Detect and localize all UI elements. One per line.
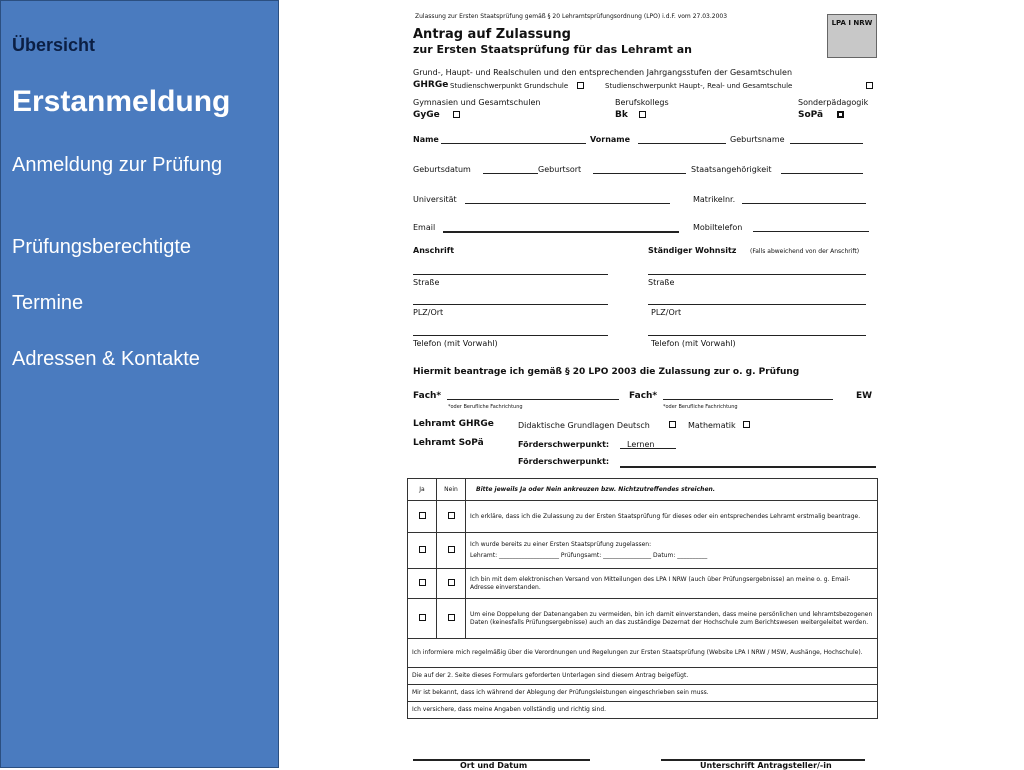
checkbox-sopa[interactable] — [837, 111, 844, 118]
focus-haupt: Studienschwerpunkt Haupt-, Real- und Gesamtschule — [605, 82, 793, 90]
fach-label-1: Fach* — [413, 391, 442, 401]
lehramt-sopa-label: Lehramt SoPä — [413, 438, 484, 448]
form-header-note: Zulassung zur Ersten Staatsprüfung gemäß § 20 Lehramtsprüfungsordnung (LPO) i.d.F. vom 27.03.2003 — [415, 13, 728, 20]
strasse-label-2: Straße — [648, 278, 675, 287]
forder-label-2: Förderschwerpunkt: — [518, 457, 610, 466]
form-title: Antrag auf Zulassung — [413, 27, 571, 42]
staat-line[interactable] — [781, 173, 863, 174]
checkbox-deutsch[interactable] — [669, 421, 676, 428]
universitat-label: Universität — [413, 195, 457, 204]
berufskollegs-label: Berufskollegs — [615, 98, 669, 107]
forder-value-lernen: Lernen — [627, 440, 655, 449]
strasse-line-2[interactable] — [648, 274, 866, 275]
forder-line-1[interactable] — [620, 448, 676, 449]
plz-label-1: PLZ/Ort — [413, 308, 444, 317]
unterschrift-label: Unterschrift Antragsteller/-in — [700, 761, 832, 770]
form-subtitle: zur Ersten Staatsprüfung für das Lehramt an — [413, 43, 692, 56]
school-types: Grund-, Haupt- und Realschulen und den entsprechenden Jahrgangsstufen der Gesamtschulen — [413, 68, 793, 77]
email-label: Email — [413, 223, 436, 232]
table-hint: Bitte jeweils Ja oder Nein ankreuzen bzw. Nichtzutreffendes streichen. — [466, 479, 878, 501]
geburtsname-label: Geburtsname — [730, 135, 785, 144]
fach-line-1[interactable] — [447, 399, 619, 400]
wohnsitz-note: (Falls abweichend von der Anschrift) — [750, 248, 860, 255]
telefon-line-1[interactable] — [413, 335, 608, 336]
plz-line-1[interactable] — [413, 304, 608, 305]
note-4: Ich versichere, dass meine Angaben vollständig und richtig sind. — [408, 702, 878, 719]
lpa-stamp: LPA I NRW — [827, 14, 877, 58]
ghrge-label: GHRGe — [413, 80, 449, 90]
gymnasien-label: Gymnasien und Gesamtschulen — [413, 98, 541, 107]
email-line[interactable] — [443, 231, 679, 233]
fach-label-2: Fach* — [629, 391, 658, 401]
beantrage-text: Hiermit beantrage ich gemäß § 20 LPO 2003 die Zulassung zur o. g. Prüfung — [413, 367, 800, 377]
checkbox-mathematik[interactable] — [743, 421, 750, 428]
telefon-label-2: Telefon (mit Vorwahl) — [651, 339, 736, 348]
sidebar — [0, 0, 279, 768]
sonder-label: Sonderpädagogik — [798, 98, 869, 107]
focus-grundschule: Studienschwerpunkt Grundschule — [450, 82, 569, 90]
nav-pruefungsberechtigte[interactable]: Prüfungsberechtigte — [12, 236, 192, 258]
ew-label: EW — [856, 391, 873, 401]
application-form-image — [405, 0, 885, 768]
gyge-label: GyGe — [413, 110, 440, 120]
geburtsort-label: Geburtsort — [538, 165, 582, 174]
row-text-2: Ich wurde bereits zu einer Ersten Staatsprüfung zugelassen: — [470, 541, 652, 548]
checkbox-bk[interactable] — [639, 111, 646, 118]
nein-checkbox-1[interactable] — [448, 512, 455, 519]
checkbox-grundschule[interactable] — [577, 82, 584, 89]
checkbox-haupt[interactable] — [866, 82, 873, 89]
mobil-line[interactable] — [753, 231, 869, 232]
wohnsitz-label: Ständiger Wohnsitz — [648, 246, 737, 255]
row-cell-2 — [466, 533, 878, 569]
nav-termine[interactable]: Termine — [12, 292, 84, 314]
forder-label-1: Förderschwerpunkt: — [518, 440, 610, 449]
note-1: Ich informiere mich regelmäßig über die Verordnungen und Regelungen zur Ersten Staatsprüfung (Website LPA I NRW / MSW, Aushänge, Hochschule). — [408, 639, 878, 668]
nein-checkbox-4[interactable] — [448, 614, 455, 621]
matrikel-line[interactable] — [742, 203, 866, 204]
row-text-4: Um eine Doppelung der Datenangaben zu vermeiden, bin ich damit einverstanden, dass meine persönlichen und lehramtsbezogenen Daten (keinesfalls Prüfungsergebnisse) auch an das zuständige Dezernat der Hochschule zum Berichtswesen weitergeleitet werden. — [466, 599, 878, 639]
nav-anmeldung[interactable]: Anmeldung zur Prüfung — [12, 154, 223, 176]
nav-overview[interactable]: Übersicht — [12, 35, 96, 55]
mathematik-label: Mathematik — [688, 421, 736, 430]
plz-line-2[interactable] — [648, 304, 866, 305]
table-row — [408, 599, 878, 639]
anschrift-label: Anschrift — [413, 246, 455, 255]
nein-checkbox-2[interactable] — [448, 546, 455, 553]
bk-label: Bk — [615, 110, 628, 120]
telefon-label-1: Telefon (mit Vorwahl) — [413, 339, 498, 348]
row-sub-2: Lehramt: ____________________ Prüfungsamt: ________________ Datum: __________ — [470, 552, 708, 559]
note-3: Mir ist bekannt, dass ich während der Ablegung der Prüfungsleistungen eingeschrieben sein muss. — [408, 685, 878, 702]
note-2: Die auf der 2. Seite dieses Formulars geforderten Unterlagen sind diesem Antrag beigefügt. — [408, 668, 878, 685]
vorname-line[interactable] — [638, 143, 726, 144]
fach-line-2[interactable] — [663, 399, 833, 400]
didaktische-label: Didaktische Grundlagen Deutsch — [518, 421, 650, 430]
forder-line-2[interactable] — [620, 466, 876, 468]
ja-checkbox-4[interactable] — [419, 614, 426, 621]
row-text-1: Ich erkläre, dass ich die Zulassung zu der Ersten Staatsprüfung für dieses oder ein entsprechendes Lehramt erstmalig beantrage. — [466, 501, 878, 533]
telefon-line-2[interactable] — [648, 335, 866, 336]
name-label: Name — [413, 135, 439, 144]
declarations-table — [407, 478, 878, 719]
plz-label-2: PLZ/Ort — [651, 308, 682, 317]
ja-checkbox-1[interactable] — [419, 512, 426, 519]
strasse-label-1: Straße — [413, 278, 440, 287]
ja-checkbox-3[interactable] — [419, 579, 426, 586]
ja-checkbox-2[interactable] — [419, 546, 426, 553]
lehramt-ghrge-label: Lehramt GHRGe — [413, 419, 494, 429]
matrikel-label: Matrikelnr. — [693, 195, 736, 204]
row-text-3: Ich bin mit dem elektronischen Versand von Mitteilungen des LPA I NRW (auch über Prüfungsergebnisse) an meine o. g. Email-Adresse einverstanden. — [466, 569, 878, 599]
universitat-line[interactable] — [465, 203, 670, 204]
col-nein-header: Nein — [437, 479, 466, 501]
sopa-label: SoPä — [798, 110, 824, 120]
table-row — [408, 569, 878, 599]
staat-label: Staatsangehörigkeit — [691, 165, 772, 174]
name-line[interactable] — [441, 143, 586, 144]
geburtsdatum-label: Geburtsdatum — [413, 165, 471, 174]
geburtsdatum-line[interactable] — [483, 173, 538, 174]
mobil-label: Mobiltelefon — [693, 223, 743, 232]
nav-current-heading[interactable]: Erstanmeldung — [12, 85, 231, 118]
checkbox-gyge[interactable] — [453, 111, 460, 118]
fach-note-2: *oder Berufliche Fachrichtung — [663, 404, 738, 410]
nein-checkbox-3[interactable] — [448, 579, 455, 586]
geburtsname-line[interactable] — [790, 143, 863, 144]
vorname-label: Vorname — [590, 135, 631, 144]
geburtsort-line[interactable] — [593, 173, 686, 174]
nav-adressen[interactable]: Adressen & Kontakte — [12, 348, 200, 370]
table-row — [408, 501, 878, 533]
col-ja-header: Ja — [408, 479, 437, 501]
table-row — [408, 533, 878, 569]
strasse-line-1[interactable] — [413, 274, 608, 275]
ort-datum-label: Ort und Datum — [460, 761, 528, 770]
fach-note-1: *oder Berufliche Fachrichtung — [448, 404, 523, 410]
